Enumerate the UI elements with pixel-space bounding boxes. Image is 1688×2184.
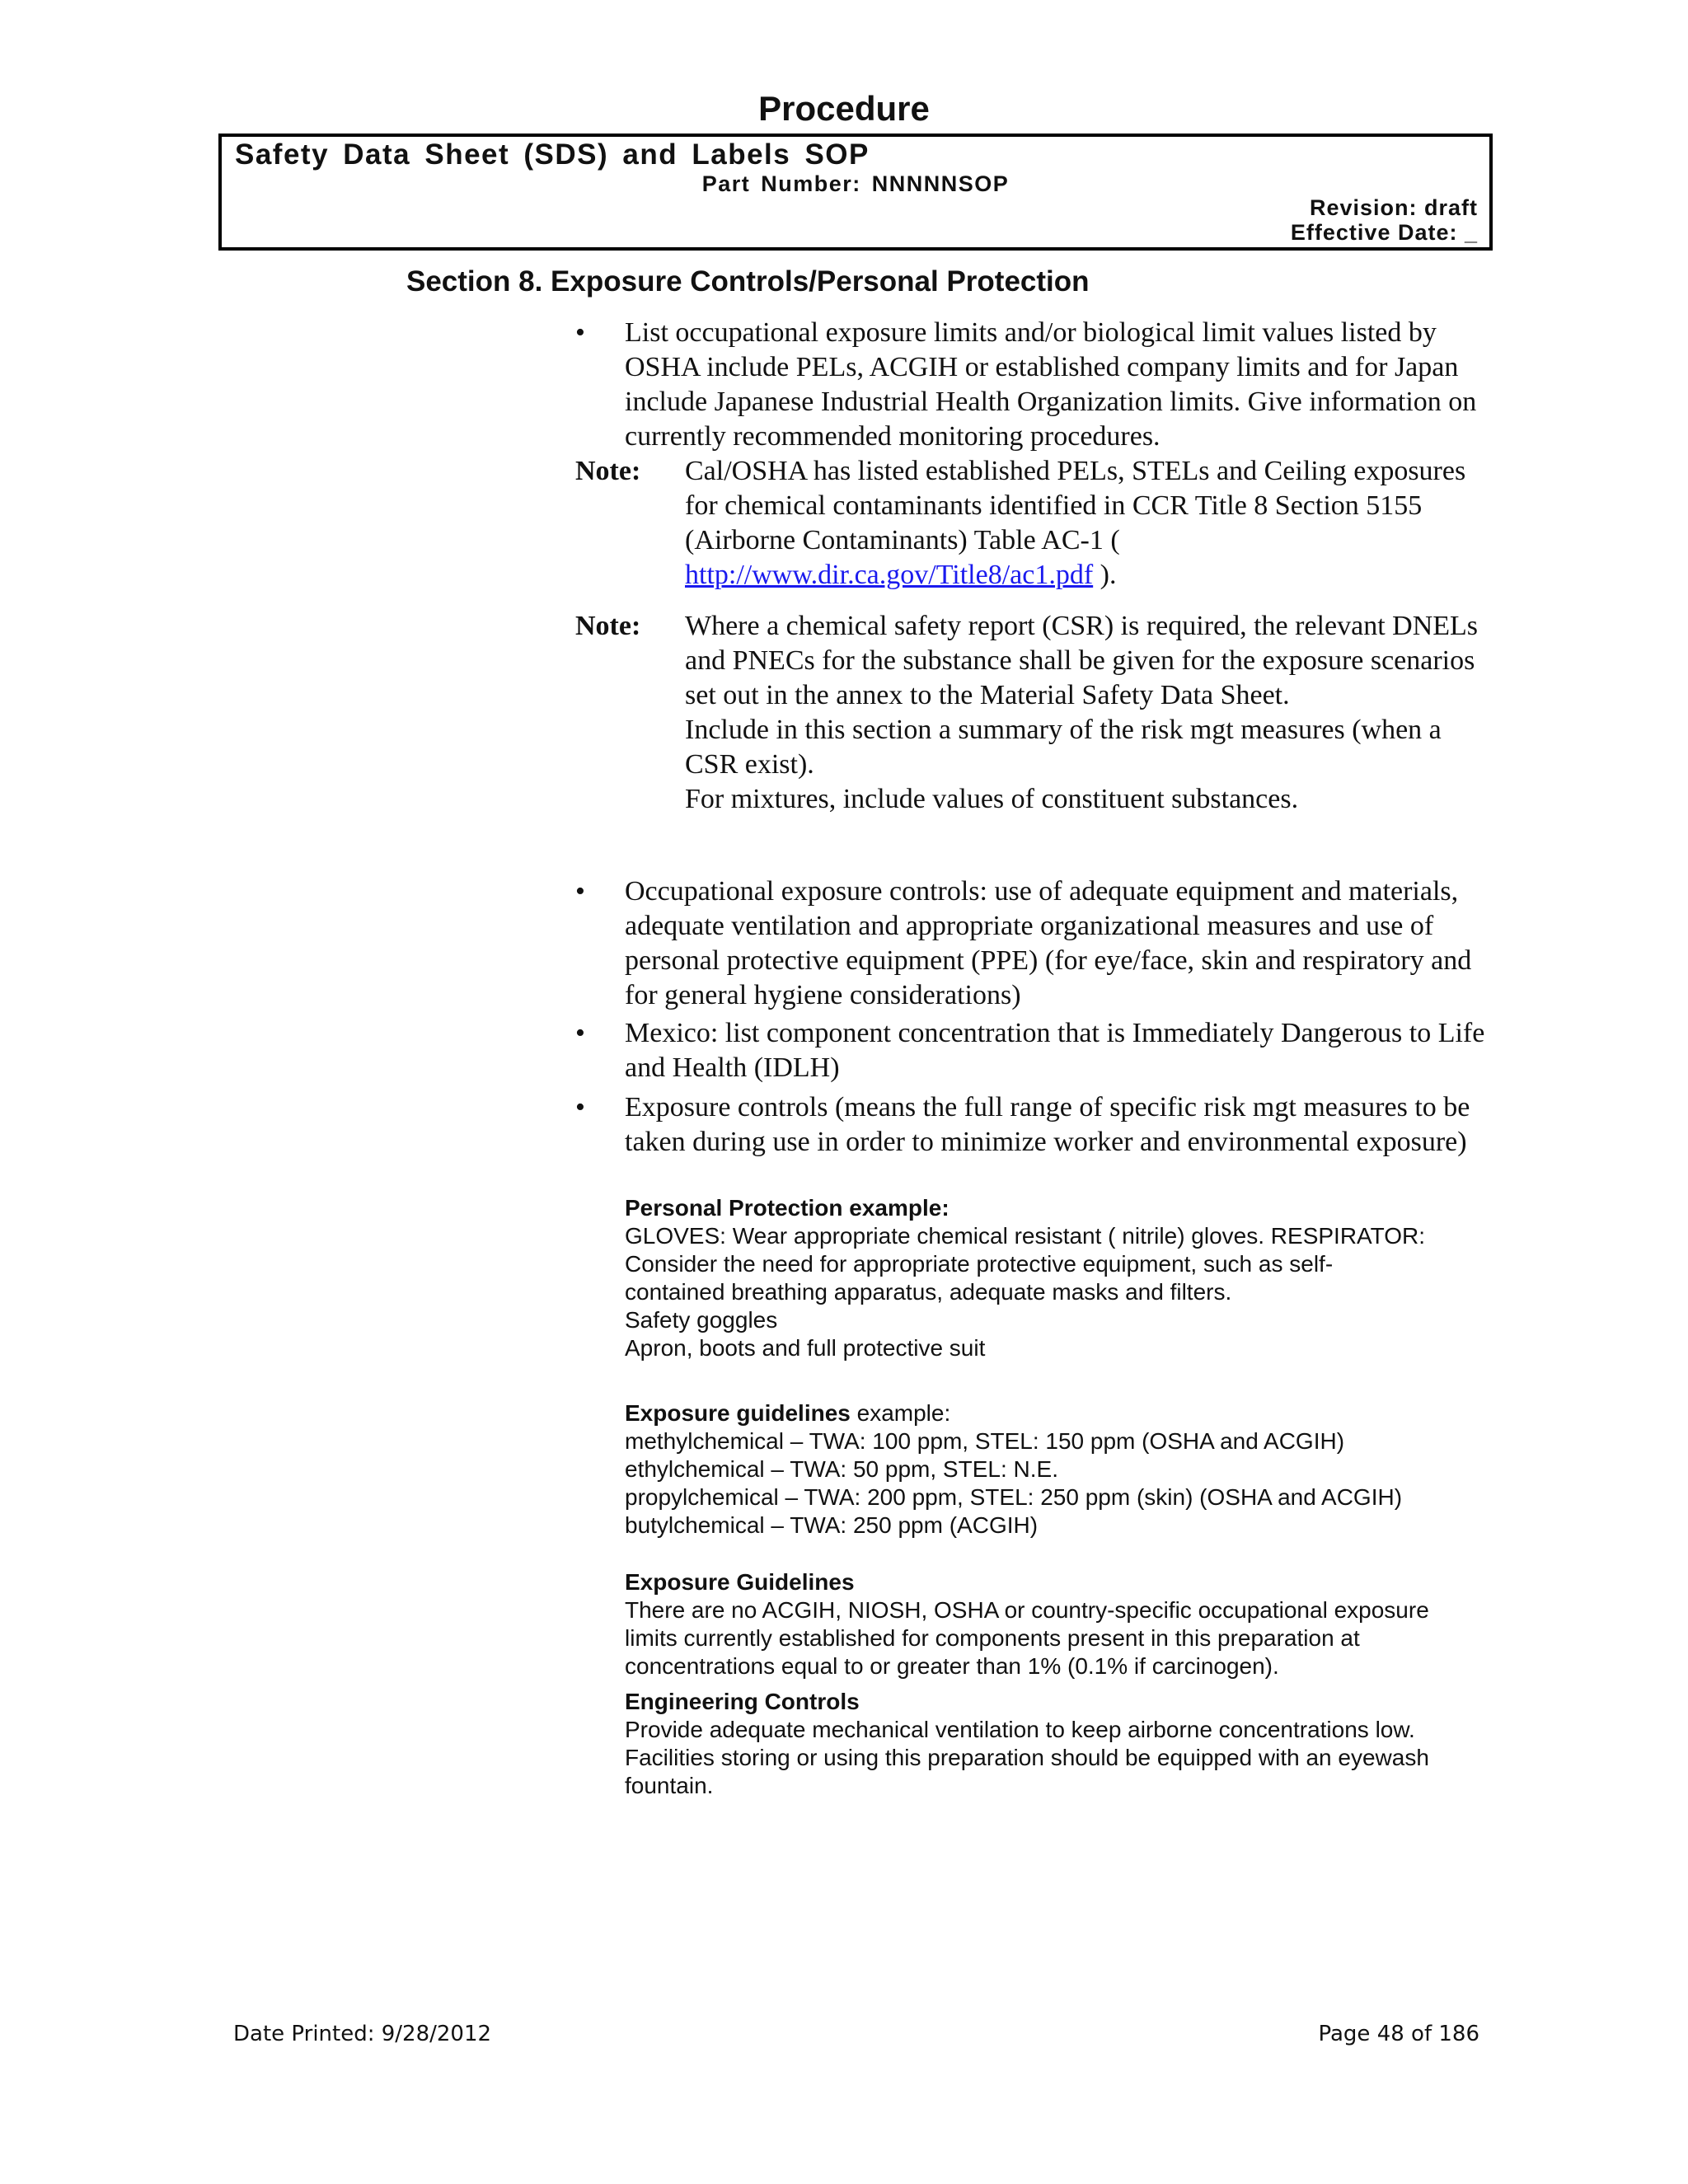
text-line: propylchemical – TWA: 200 ppm, STEL: 250 ppm (skin) (OSHA and ACGIH) [625,1484,1403,1510]
text-line: Apron, boots and full protective suit [625,1335,986,1361]
note-label: Note: [575,611,641,641]
text-line: Safety goggles [625,1307,778,1333]
bullet-text: List occupational exposure limits and/or biological limit values listed by OSHA include PELs, ACGIH or established company limits and for Japan include Japanese Industrial Health Organization limits. Give information on currently recommended monitoring procedures. [625,317,1477,452]
exposure-guidelines-example-heading [625,1399,1498,1427]
note-text [685,609,1501,817]
text-line: GLOVES: Wear appropriate chemical resistant ( nitrile) gloves. RESPIRATOR: [625,1223,1426,1249]
engineering-controls-heading: Engineering Controls [625,1689,860,1714]
text-line: methylchemical – TWA: 100 ppm, STEL: 150 ppm (OSHA and ACGIH) [625,1428,1345,1454]
text-line: fountain. [625,1773,714,1798]
note-paragraph: Include in this section a summary of the risk mgt measures (when a CSR exist). [685,715,1442,780]
part-number: Part Number: NNNNNSOP [701,171,1010,196]
text-line: contained breathing apparatus, adequate masks and filters. [625,1279,1232,1305]
bullet-icon: • [575,317,585,348]
note-close: ). [1093,560,1117,590]
note-paragraph: Where a chemical safety report (CSR) is required, the relevant DNELs and PNECs for the substance shall be given for the exposure scenarios set out in the annex to the Material Safety Data Sheet. [685,611,1479,710]
text-line: Provide adequate mechanical ventilation to keep airborne concentrations low. [625,1717,1415,1742]
heading-bold: Exposure guidelines [625,1400,851,1426]
sop-title: Safety Data Sheet (SDS) and Labels SOP [235,138,870,171]
document-type-title: Procedure [758,89,930,128]
note-paragraph: For mixtures, include values of constituent substances. [685,784,1299,814]
section-heading: Section 8. Exposure Controls/Personal Protection [406,265,1090,298]
heading-suffix: example: [850,1400,951,1426]
header-box [218,134,1493,251]
text-line: limits currently established for components present in this preparation at [625,1625,1360,1651]
effective-date: Effective Date: _ [1290,220,1478,245]
bullet-text: Exposure controls (means the full range of specific risk mgt measures to be taken during use in order to minimize worker and environmental exposure) [625,1092,1470,1157]
page-number: Page 48 of 186 [1318,2022,1479,2046]
ac1-link[interactable]: http://www.dir.ca.gov/Title8/ac1.pdf [685,560,1094,590]
note-text [685,454,1501,593]
bullet-text: Occupational exposure controls: use of adequate equipment and materials, adequate ventilation and appropriate organizational measures and use of personal protective equipment (PPE) (for eye/face, skin and respiratory and for general hygiene considerations) [625,876,1472,1010]
text-line: ethylchemical – TWA: 50 ppm, STEL: N.E. [625,1456,1058,1482]
note-body: Cal/OSHA has listed established PELs, STELs and Ceiling exposures for chemical contaminants identified in CCR Title 8 Section 5155 (Airborne Contaminants) Table AC-1 ( [685,456,1466,555]
revision: Revision: draft [1309,195,1478,220]
engineering-controls-block [625,1688,1498,1800]
bullet-text: Mexico: list component concentration that is Immediately Dangerous to Life and Health (IDLH) [625,1018,1485,1083]
exposure-guidelines-example-block [625,1399,1498,1540]
date-printed: Date Printed: 9/28/2012 [233,2022,492,2046]
personal-protection-heading: Personal Protection example: [625,1195,950,1221]
text-line: butylchemical – TWA: 250 ppm (ACGIH) [625,1512,1039,1538]
exposure-guidelines-heading: Exposure Guidelines [625,1569,855,1595]
bullet-icon: • [575,1018,585,1048]
text-line: Facilities storing or using this preparation should be equipped with an eyewash [625,1745,1429,1770]
text-line: concentrations equal to or greater than 1% (0.1% if carcinogen). [625,1653,1279,1679]
personal-protection-block [625,1194,1498,1362]
text-line: There are no ACGIH, NIOSH, OSHA or country-specific occupational exposure [625,1597,1429,1623]
bullet-icon: • [575,1092,585,1122]
bullet-icon: • [575,876,585,907]
exposure-guidelines-block [625,1568,1498,1680]
note-label: Note: [575,456,641,486]
text-line: Consider the need for appropriate protective equipment, such as self- [625,1251,1334,1277]
